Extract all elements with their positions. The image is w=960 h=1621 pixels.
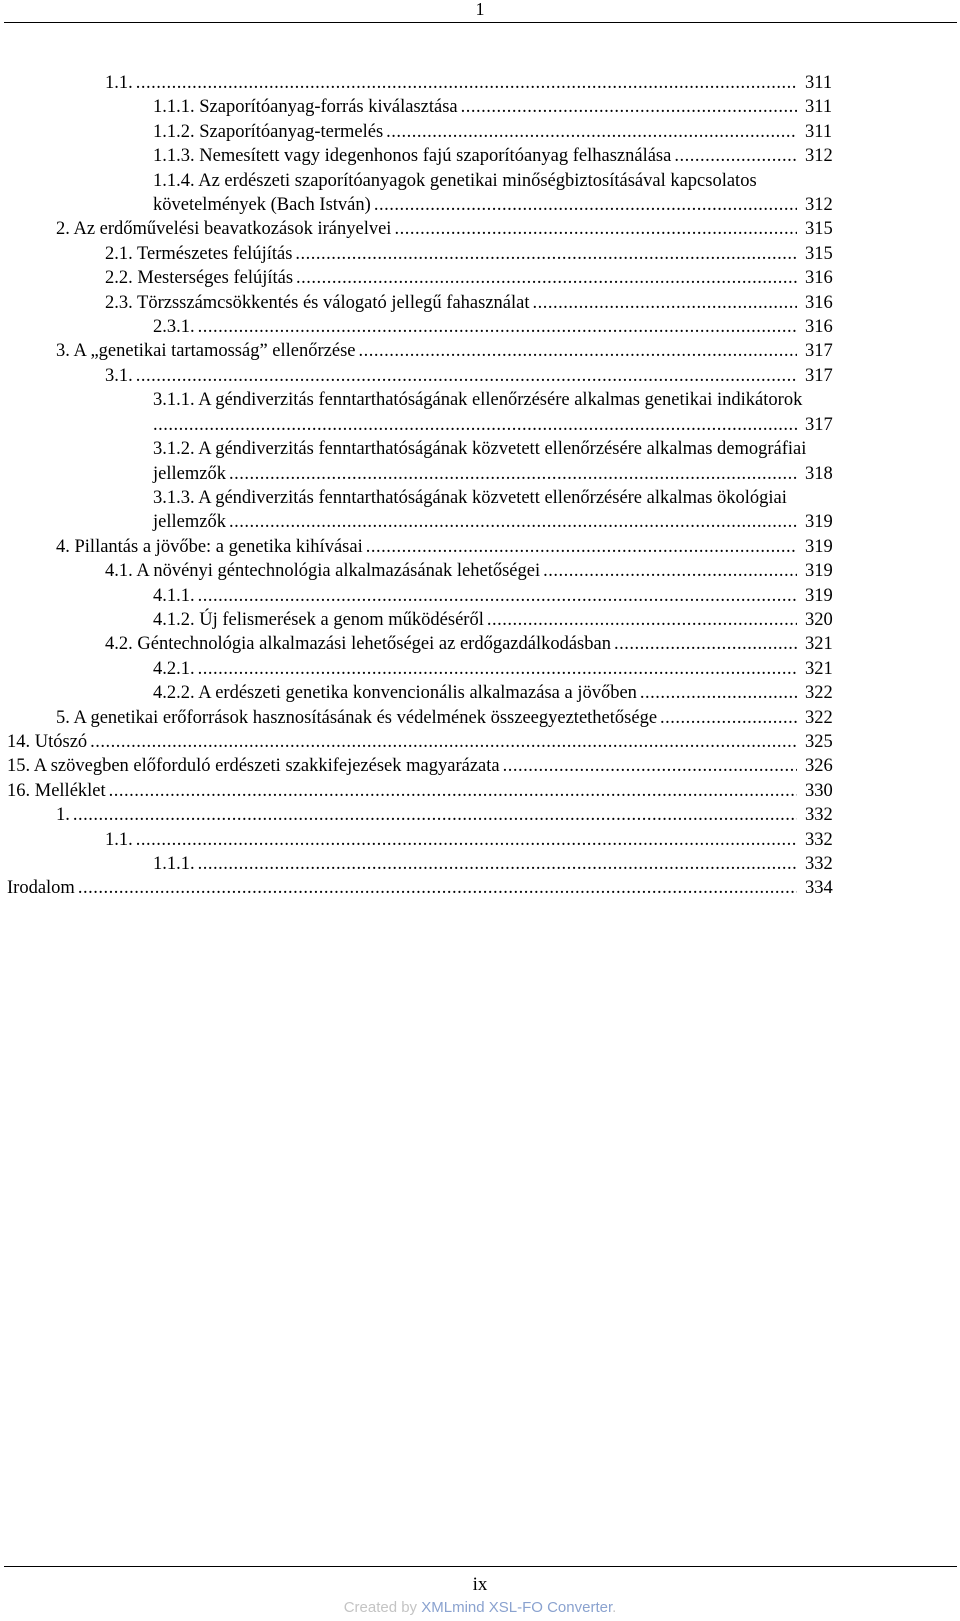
toc-leader xyxy=(614,632,797,656)
toc-entry-page: 322 xyxy=(805,707,833,728)
toc-entry-page: 316 xyxy=(805,292,833,313)
toc-entry-page: 319 xyxy=(805,585,833,606)
toc-leader xyxy=(461,95,797,119)
toc-leader xyxy=(674,144,797,168)
toc-entry-page: 316 xyxy=(805,268,833,289)
toc-entry[interactable] xyxy=(0,242,960,266)
toc-leader xyxy=(90,730,797,754)
toc-entry-page: 317 xyxy=(805,365,833,386)
toc-entry-page: 332 xyxy=(805,854,833,874)
toc-entry-title: 2.3. Törzsszámcsökkentés és válogató jellegű fahasználat xyxy=(105,292,530,313)
toc-leader xyxy=(78,876,797,900)
toc-leader xyxy=(640,681,797,705)
toc-entry-title: 1.1.3. Nemesített vagy idegenhonos fajú szaporítóanyag felhasználása xyxy=(153,146,672,167)
toc-leader xyxy=(153,413,797,437)
toc-entry[interactable] xyxy=(0,876,960,900)
toc-entry[interactable] xyxy=(0,486,960,535)
credit-prefix: Created by xyxy=(343,1599,422,1616)
toc-entry-page: 326 xyxy=(805,756,833,777)
toc-entry-title: 4.1.2. Új felismerések a genom működéséről xyxy=(153,609,484,630)
toc-entry[interactable] xyxy=(0,803,960,827)
toc-leader xyxy=(136,828,797,852)
toc-entry[interactable] xyxy=(0,339,960,363)
footer-page-number: ix xyxy=(472,1574,488,1595)
toc-leader xyxy=(366,535,797,559)
toc-entry[interactable] xyxy=(0,217,960,241)
toc-leader xyxy=(374,193,797,217)
toc-entry[interactable] xyxy=(0,779,960,803)
toc-entry[interactable] xyxy=(0,559,960,583)
toc-entry-title: 4. Pillantás a jövőbe: a genetika kihívásai xyxy=(56,536,363,557)
toc-entry[interactable] xyxy=(0,608,960,632)
toc-entry-title: Irodalom xyxy=(7,878,75,899)
toc-entry[interactable] xyxy=(0,754,960,778)
toc-entry-title: 4.1.1. xyxy=(153,585,195,606)
credit-brand-link[interactable]: XMLmind XSL-FO Converter xyxy=(421,1599,613,1616)
toc-leader xyxy=(198,584,797,608)
toc-entry-page: 319 xyxy=(805,512,833,533)
toc-entry-page: 316 xyxy=(805,317,833,338)
toc-entry[interactable] xyxy=(0,706,960,730)
toc-entry[interactable] xyxy=(0,169,960,218)
toc-leader xyxy=(394,217,797,241)
toc-entry-title: 4.1. A növényi géntechnológia alkalmazásának lehetőségei xyxy=(105,561,541,582)
toc-entry[interactable] xyxy=(0,681,960,705)
toc-entry-page: 322 xyxy=(805,683,833,704)
toc-entry[interactable] xyxy=(0,71,960,95)
toc-entry-page: 325 xyxy=(805,731,833,752)
toc-entry[interactable] xyxy=(0,388,960,437)
toc-entry-page: 321 xyxy=(805,658,833,679)
toc-entry[interactable] xyxy=(0,120,960,144)
toc-leader xyxy=(229,462,797,486)
toc-entry-title: 16. Melléklet xyxy=(7,780,106,801)
toc-entry-page: 319 xyxy=(805,536,833,557)
toc-leader xyxy=(386,120,797,144)
header-page-number: 1 xyxy=(475,0,485,19)
toc-entry-title: 5. A genetikai erőforrások hasznosításának és védelmének összeegyeztethetősége xyxy=(56,707,658,728)
toc-entry-title: 3.1.1. A géndiverzitás fenntarthatóságának ellenőrzésére alkalmas genetikai indikátorok xyxy=(153,390,803,411)
toc-entry-title: 4.2.1. xyxy=(153,658,195,679)
toc-entry-title: 2.3.1. xyxy=(153,317,195,338)
toc-entry-title-continued: követelmények (Bach István) xyxy=(153,195,371,216)
toc-leader xyxy=(296,266,797,290)
toc-leader xyxy=(543,559,797,583)
toc-entry[interactable] xyxy=(0,315,960,339)
toc-entry-title-continued: jellemzők xyxy=(153,463,226,484)
toc-leader xyxy=(198,852,797,876)
toc-entry[interactable] xyxy=(0,632,960,656)
toc-entry-title: 15. A szövegben előforduló erdészeti szakkifejezések magyarázata xyxy=(7,756,500,777)
toc-entry-title: 1. xyxy=(56,805,70,826)
toc-entry-page: 334 xyxy=(805,878,833,899)
toc-entry-title: 1.1.4. Az erdészeti szaporítóanyagok genetikai minőségbiztosításával kapcsolatos xyxy=(153,170,757,191)
toc-entry[interactable] xyxy=(0,584,960,608)
toc-entry-page: 311 xyxy=(805,121,833,142)
toc-entry-page: 318 xyxy=(805,463,833,484)
toc-entry[interactable] xyxy=(0,657,960,681)
toc-entry-page: 315 xyxy=(805,219,833,240)
toc-entry[interactable] xyxy=(0,852,960,876)
toc-entry-page: 332 xyxy=(805,829,833,850)
toc-entry-title: 3.1.2. A géndiverzitás fenntarthatóságának közvetett ellenőrzésére alkalmas demográfiai xyxy=(153,439,807,460)
toc-entry-title: 3.1.3. A géndiverzitás fenntarthatóságának közvetett ellenőrzésére alkalmas ökológiai xyxy=(153,487,787,508)
toc-entry-page: 332 xyxy=(805,805,833,826)
toc-entry-title-continued: jellemzők xyxy=(153,512,226,533)
toc-entry-title: 1.1. xyxy=(105,73,133,93)
toc-entry[interactable] xyxy=(0,730,960,754)
toc-leader xyxy=(487,608,797,632)
toc-entry-title: 4.2. Géntechnológia alkalmazási lehetőségei az erdőgazdálkodásban xyxy=(105,634,611,655)
toc-entry[interactable] xyxy=(0,95,960,119)
toc-entry-title: 4.2.2. A erdészeti genetika konvencionális alkalmazása a jövőben xyxy=(153,683,637,704)
toc-leader xyxy=(109,779,797,803)
toc-leader xyxy=(660,706,797,730)
toc-leader xyxy=(198,657,797,681)
toc-entry-page: 315 xyxy=(805,243,833,264)
toc-entry-page: 317 xyxy=(805,414,833,435)
toc-entry[interactable] xyxy=(0,144,960,168)
toc-leader xyxy=(136,364,797,388)
toc-entry[interactable] xyxy=(0,437,960,486)
toc-entry-title: 3.1. xyxy=(105,365,133,386)
toc-leader xyxy=(503,754,797,778)
toc-entry[interactable] xyxy=(0,291,960,315)
table-of-contents xyxy=(0,71,960,901)
toc-entry-title: 14. Utószó xyxy=(7,731,88,752)
toc-entry-title: 1.1.2. Szaporítóanyag-termelés xyxy=(153,121,384,142)
toc-entry-page: 311 xyxy=(805,97,833,118)
toc-leader xyxy=(295,242,797,266)
credit-suffix: . xyxy=(612,1599,617,1616)
toc-entry-title: 1.1.1. Szaporítóanyag-forrás kiválasztása xyxy=(153,97,458,118)
toc-entry[interactable] xyxy=(0,364,960,388)
toc-entry-page: 317 xyxy=(805,341,833,362)
footer-rule xyxy=(4,1566,957,1567)
toc-entry-page: 320 xyxy=(805,609,833,630)
toc-entry-page: 330 xyxy=(805,780,833,801)
toc-entry[interactable] xyxy=(0,266,960,290)
toc-entry-title: 2. Az erdőművelési beavatkozások irányelvei xyxy=(56,219,392,240)
toc-entry-page: 311 xyxy=(805,73,833,93)
toc-entry-title: 2.1. Természetes felújítás xyxy=(105,243,293,264)
toc-leader xyxy=(73,803,797,827)
toc-entry[interactable] xyxy=(0,535,960,559)
toc-entry-page: 321 xyxy=(805,634,833,655)
toc-leader xyxy=(136,71,797,95)
toc-entry-title: 2.2. Mesterséges felújítás xyxy=(105,268,294,289)
toc-entry-page: 312 xyxy=(805,195,833,216)
toc-leader xyxy=(533,291,798,315)
toc-leader xyxy=(358,339,797,363)
footer-credit xyxy=(0,1599,960,1617)
toc-entry-title: 1.1. xyxy=(105,829,133,850)
toc-entry-title: 1.1.1. xyxy=(153,854,195,874)
toc-entry[interactable] xyxy=(0,828,960,852)
toc-entry-page: 312 xyxy=(805,146,833,167)
toc-leader xyxy=(198,315,797,339)
toc-leader xyxy=(229,510,797,534)
toc-entry-page: 319 xyxy=(805,561,833,582)
toc-entry-title: 3. A „genetikai tartamosság” ellenőrzése xyxy=(56,341,356,362)
header-rule xyxy=(4,22,957,23)
